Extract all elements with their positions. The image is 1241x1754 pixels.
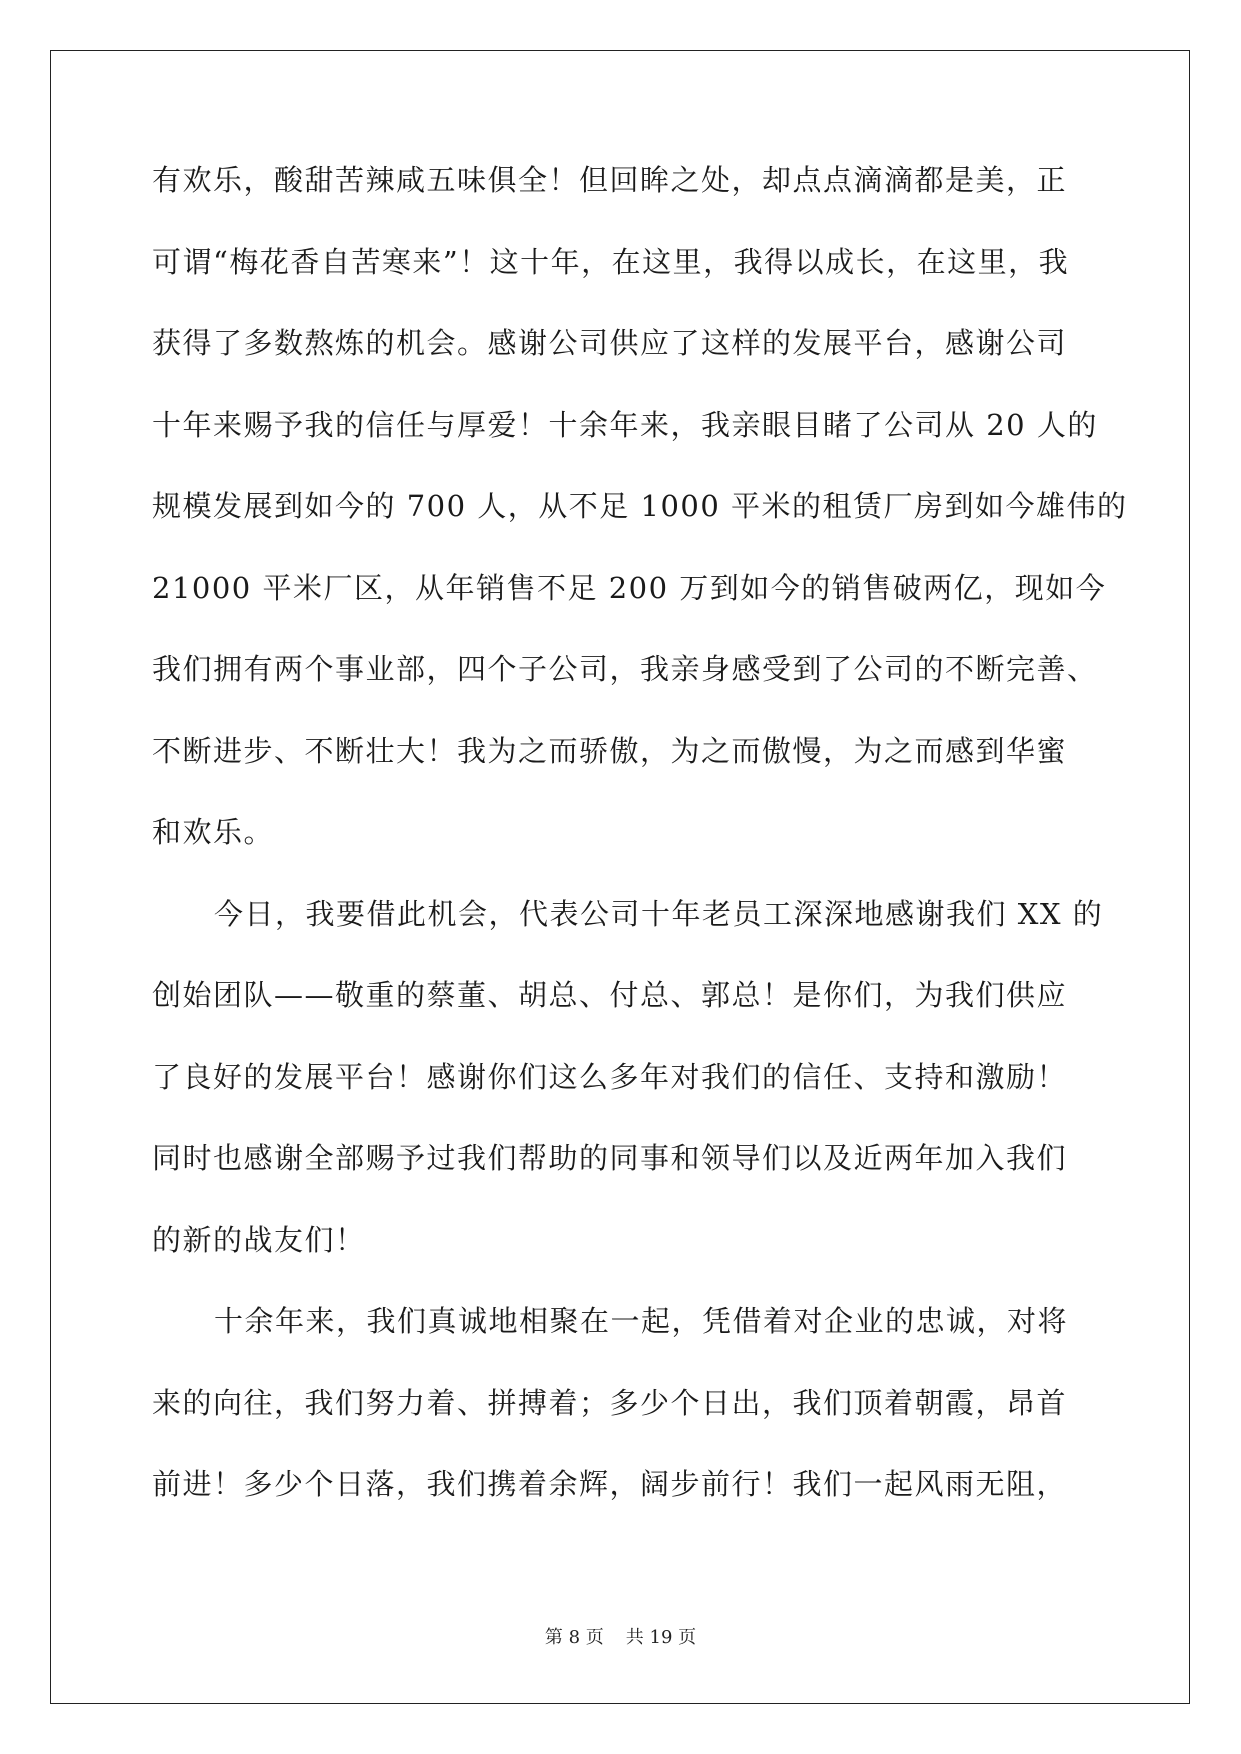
paragraph-1 [152, 160, 1128, 894]
text-line: 和欢乐。 [152, 815, 275, 849]
page-number: 第 8 页 [544, 1627, 604, 1648]
text-line: 前进！多少个日落，我们携着余辉，阔步前行！我们一起风雨无阻， [152, 1467, 1068, 1501]
text-line: 十余年来，我们真诚地相聚在一起，凭借着对企业的忠诚，对将 [214, 1304, 1069, 1338]
text-line: 获得了多数熬炼的机会。感谢公司供应了这样的发展平台，感谢公司 [152, 326, 1068, 360]
text-line: 十年来赐予我的信任与厚爱！十余年来，我亲眼目睹了公司从 20 人的 [152, 407, 1098, 442]
text-line: 创始团队——敬重的蔡董、胡总、付总、郭总！是你们，为我们供应 [152, 978, 1068, 1012]
text-line: 来的向往，我们努力着、拼搏着；多少个日出，我们顶着朝霞，昂首 [152, 1385, 1068, 1420]
text-line: 不断进步、不断壮大！我为之而骄傲，为之而傲慢，为之而感到华蜜 [152, 733, 1068, 768]
text-line: 可谓“梅花香自苦寒来”！这十年，在这里，我得以成长，在这里，我 [152, 244, 1070, 279]
paragraph-2 [152, 894, 1104, 1302]
page-footer [0, 1623, 1241, 1649]
document-body [152, 160, 1128, 1546]
paragraph-3 [152, 1301, 1092, 1546]
text-line: 我们拥有两个事业部，四个子公司，我亲身感受到了公司的不断完善、 [152, 652, 1098, 686]
text-line: 今日，我要借此机会，代表公司十年老员工深深地感谢我们 XX 的 [214, 896, 1104, 931]
text-line: 规模发展到如今的 700 人，从不足 1000 平米的租赁厂房到如今雄伟的 [152, 489, 1128, 523]
page-total: 共 19 页 [625, 1627, 697, 1648]
text-line: 21000 平米厂区，从年销售不足 200 万到如今的销售破两亿，现如今 [152, 570, 1107, 605]
text-line: 的新的战友们！ [152, 1222, 366, 1257]
text-line: 同时也感谢全部赐予过我们帮助的同事和领导们以及近两年加入我们 [152, 1141, 1068, 1175]
text-line: 了良好的发展平台！感谢你们这么多年对我们的信任、支持和激励！ [152, 1059, 1068, 1094]
text-line: 有欢乐，酸甜苦辣咸五味俱全！但回眸之处，却点点滴滴都是美，正 [152, 163, 1068, 197]
